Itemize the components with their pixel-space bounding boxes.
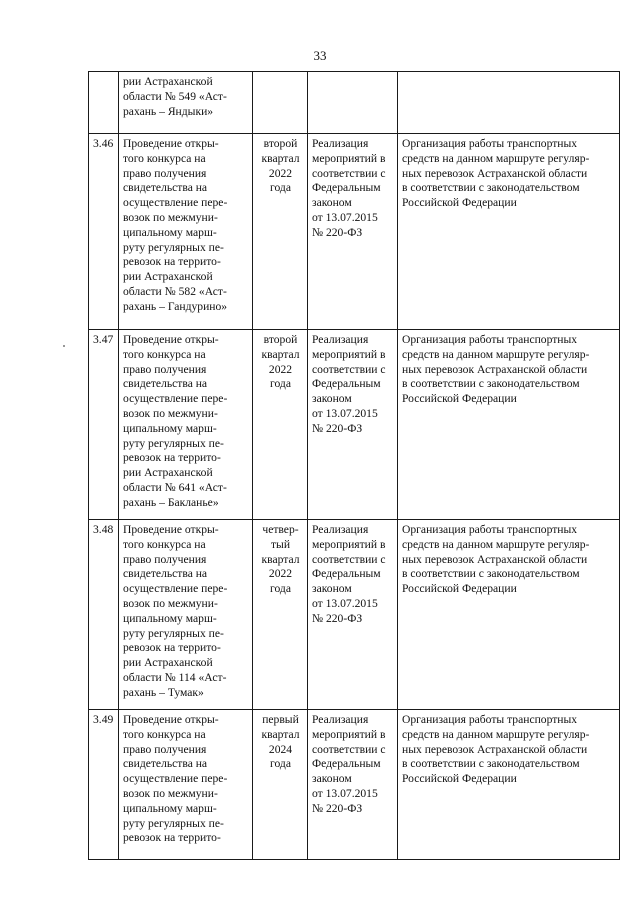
row-number-cell (89, 710, 119, 860)
cell-text-line: соответствии с (312, 552, 386, 566)
cell-text-line: Российской Федерации (402, 196, 517, 210)
cell-text-line: квартал (261, 347, 300, 361)
cell-text-line: законом (312, 392, 352, 406)
cell-text-line: года (270, 181, 291, 195)
cell-text-line: 2024 (268, 742, 293, 756)
cell-text-line: руту регулярных пе- (123, 816, 224, 830)
cell-text-line: от 13.07.2015 (312, 596, 378, 610)
cell-text-line: осуществление пере- (123, 196, 228, 210)
row-number-cell (89, 520, 119, 710)
table-row (89, 330, 620, 520)
cell-text-line: Российской Федерации (402, 582, 517, 596)
cell-text-line: мероприятий в (312, 347, 386, 361)
measures-table (88, 71, 620, 860)
cell-text-line: от 13.07.2015 (312, 786, 378, 800)
cell-text-line: Реализация (312, 713, 369, 726)
cell-text-line: возок по межмуни- (123, 406, 218, 420)
cell-text-line: ных перевозок Астраханской области (402, 552, 588, 566)
cell-text: 3.46 (93, 137, 114, 150)
table-row (89, 710, 620, 860)
table-body (89, 72, 620, 860)
cell-text-line: квартал (261, 151, 300, 165)
cell-text-line: средств на данном маршруте регуляр- (402, 151, 590, 165)
cell-text-line: рии Астраханской (123, 75, 213, 88)
cell-text-line: законом (312, 582, 352, 596)
implementation-cell (308, 330, 398, 520)
cell-text-line: Реализация (312, 137, 369, 150)
measure-name-cell (119, 134, 253, 330)
cell-text-line: рахань – Бакланье» (123, 495, 219, 509)
cell-text-line: области № 549 «Аст- (123, 89, 227, 103)
page-number: 33 (313, 48, 327, 63)
cell-text-line: Российской Федерации (402, 392, 517, 406)
deadline-cell (253, 710, 308, 860)
cell-text-line: второй (263, 333, 298, 346)
cell-text-line: того конкурса на (123, 151, 206, 165)
cell-text-line: Реализация (312, 333, 369, 346)
cell-text-line: рахань – Гандурино» (123, 299, 228, 313)
cell-text-line: право получения (123, 552, 207, 566)
deadline-cell (253, 520, 308, 710)
cell-text-line: средств на данном маршруте регуляр- (402, 727, 590, 741)
cell-text-line: свидетельства на (123, 567, 208, 581)
cell-text: 3.47 (93, 333, 114, 346)
cell-text-line: от 13.07.2015 (312, 406, 378, 420)
implementation-cell (308, 134, 398, 330)
cell-text-line: руту регулярных пе- (123, 436, 224, 450)
cell-text-line: того конкурса на (123, 537, 206, 551)
cell-text-line: ревозок на террито- (123, 831, 221, 845)
cell-text-line: право получения (123, 362, 207, 376)
cell-text-line: № 220-ФЗ (312, 225, 363, 239)
cell-text-line: 2022 (268, 362, 293, 376)
cell-text-line: ципальному марш- (123, 801, 217, 815)
row-number-cell (89, 134, 119, 330)
cell-text-line: средств на данном маршруте регуляр- (402, 347, 590, 361)
expected-result-cell (398, 134, 620, 330)
cell-text-line: ных перевозок Астраханской области (402, 742, 588, 756)
measure-name-cell (119, 72, 253, 134)
cell-text-line: рахань – Яндыки» (123, 104, 214, 118)
deadline-cell (253, 330, 308, 520)
cell-text-line: Федеральным (312, 181, 381, 195)
cell-text-line: от 13.07.2015 (312, 210, 378, 224)
cell-text-line: свидетельства на (123, 181, 208, 195)
cell-text-line: в соответствии с законодательством (402, 377, 580, 391)
table-row (89, 520, 620, 710)
cell-text-line: рии Астраханской (123, 270, 213, 284)
cell-text-line: Организация работы транспортных (402, 137, 578, 150)
deadline-cell (253, 134, 308, 330)
table-row (89, 72, 620, 134)
cell-text-line: Федеральным (312, 757, 381, 771)
cell-text-line: в соответствии с законодательством (402, 567, 580, 581)
cell-text-line: рии Астраханской (123, 466, 213, 480)
cell-text-line: Организация работы транспортных (402, 713, 578, 726)
cell-text-line: возок по межмуни- (123, 786, 218, 800)
cell-text-line: руту регулярных пе- (123, 626, 224, 640)
cell-text-line: Проведение откры- (123, 713, 219, 726)
cell-text-line: возок по межмуни- (123, 210, 218, 224)
cell-text-line: рахань – Тумак» (123, 685, 204, 699)
cell-text-line: средств на данном маршруте регуляр- (402, 537, 590, 551)
cell-text-line: № 220-ФЗ (312, 421, 363, 435)
row-number-cell (89, 330, 119, 520)
implementation-cell (308, 710, 398, 860)
expected-result-cell (398, 520, 620, 710)
cell-text-line: года (270, 377, 291, 391)
measure-name-cell (119, 710, 253, 860)
cell-text-line: Проведение откры- (123, 137, 219, 150)
cell-text-line: ных перевозок Астраханской области (402, 166, 588, 180)
cell-text-line: мероприятий в (312, 151, 386, 165)
cell-text-line: квартал (261, 552, 300, 566)
cell-text-line: квартал (261, 727, 300, 741)
cell-text-line: ных перевозок Астраханской области (402, 362, 588, 376)
cell-text-line: свидетельства на (123, 377, 208, 391)
cell-text-line: ревозок на террито- (123, 451, 221, 465)
cell-text-line: Реализация (312, 523, 369, 536)
cell-text-line: законом (312, 196, 352, 210)
row-number-cell (89, 72, 119, 134)
cell-text-line: руту регулярных пе- (123, 240, 224, 254)
cell-text-line: области № 114 «Аст- (123, 670, 227, 684)
cell-text-line: соответствии с (312, 742, 386, 756)
cell-text-line: ревозок на террито- (123, 641, 221, 655)
cell-text-line: того конкурса на (123, 727, 206, 741)
cell-text-line: того конкурса на (123, 347, 206, 361)
cell-text-line: мероприятий в (312, 727, 386, 741)
cell-text-line: тый (270, 537, 291, 551)
cell-text-line: Федеральным (312, 567, 381, 581)
cell-text-line: № 220-ФЗ (312, 801, 363, 815)
expected-result-cell (398, 72, 620, 134)
cell-text-line: Проведение откры- (123, 523, 219, 536)
cell-text-line: области № 582 «Аст- (123, 284, 227, 298)
cell-text-line: соответствии с (312, 362, 386, 376)
measure-name-cell (119, 520, 253, 710)
implementation-cell (308, 72, 398, 134)
cell-text-line: соответствии с (312, 166, 386, 180)
cell-text-line: осуществление пере- (123, 772, 228, 786)
cell-text-line: области № 641 «Аст- (123, 480, 227, 494)
cell-text-line: ципальному марш- (123, 611, 217, 625)
cell-text-line: ципальному марш- (123, 225, 217, 239)
cell-text-line: года (270, 582, 291, 596)
cell-text-line: четвер- (262, 523, 299, 536)
cell-text: 3.49 (93, 713, 114, 726)
cell-text-line: право получения (123, 742, 207, 756)
cell-text-line: рии Астраханской (123, 656, 213, 670)
cell-text-line: осуществление пере- (123, 392, 228, 406)
cell-text-line: возок по межмуни- (123, 596, 218, 610)
cell-text-line: Российской Федерации (402, 772, 517, 786)
cell-text: 3.48 (93, 523, 114, 536)
cell-text-line: Организация работы транспортных (402, 333, 578, 346)
cell-text-line: свидетельства на (123, 757, 208, 771)
measure-name-cell (119, 330, 253, 520)
scan-speck (63, 345, 65, 347)
cell-text-line: первый (262, 713, 299, 726)
cell-text-line: Федеральным (312, 377, 381, 391)
cell-text-line: осуществление пере- (123, 582, 228, 596)
cell-text-line: законом (312, 772, 352, 786)
cell-text-line: право получения (123, 166, 207, 180)
cell-text-line: № 220-ФЗ (312, 611, 363, 625)
cell-text-line: в соответствии с законодательством (402, 181, 580, 195)
cell-text-line: второй (263, 137, 298, 150)
cell-text-line: Проведение откры- (123, 333, 219, 346)
expected-result-cell (398, 710, 620, 860)
deadline-cell (253, 72, 308, 134)
cell-text-line: ципальному марш- (123, 421, 217, 435)
cell-text-line: в соответствии с законодательством (402, 757, 580, 771)
table-row (89, 134, 620, 330)
cell-text-line: 2022 (268, 567, 293, 581)
expected-result-cell (398, 330, 620, 520)
cell-text-line: года (270, 757, 291, 771)
cell-text-line: мероприятий в (312, 537, 386, 551)
cell-text-line: Организация работы транспортных (402, 523, 578, 536)
cell-text-line: ревозок на террито- (123, 255, 221, 269)
implementation-cell (308, 520, 398, 710)
cell-text-line: 2022 (268, 166, 293, 180)
